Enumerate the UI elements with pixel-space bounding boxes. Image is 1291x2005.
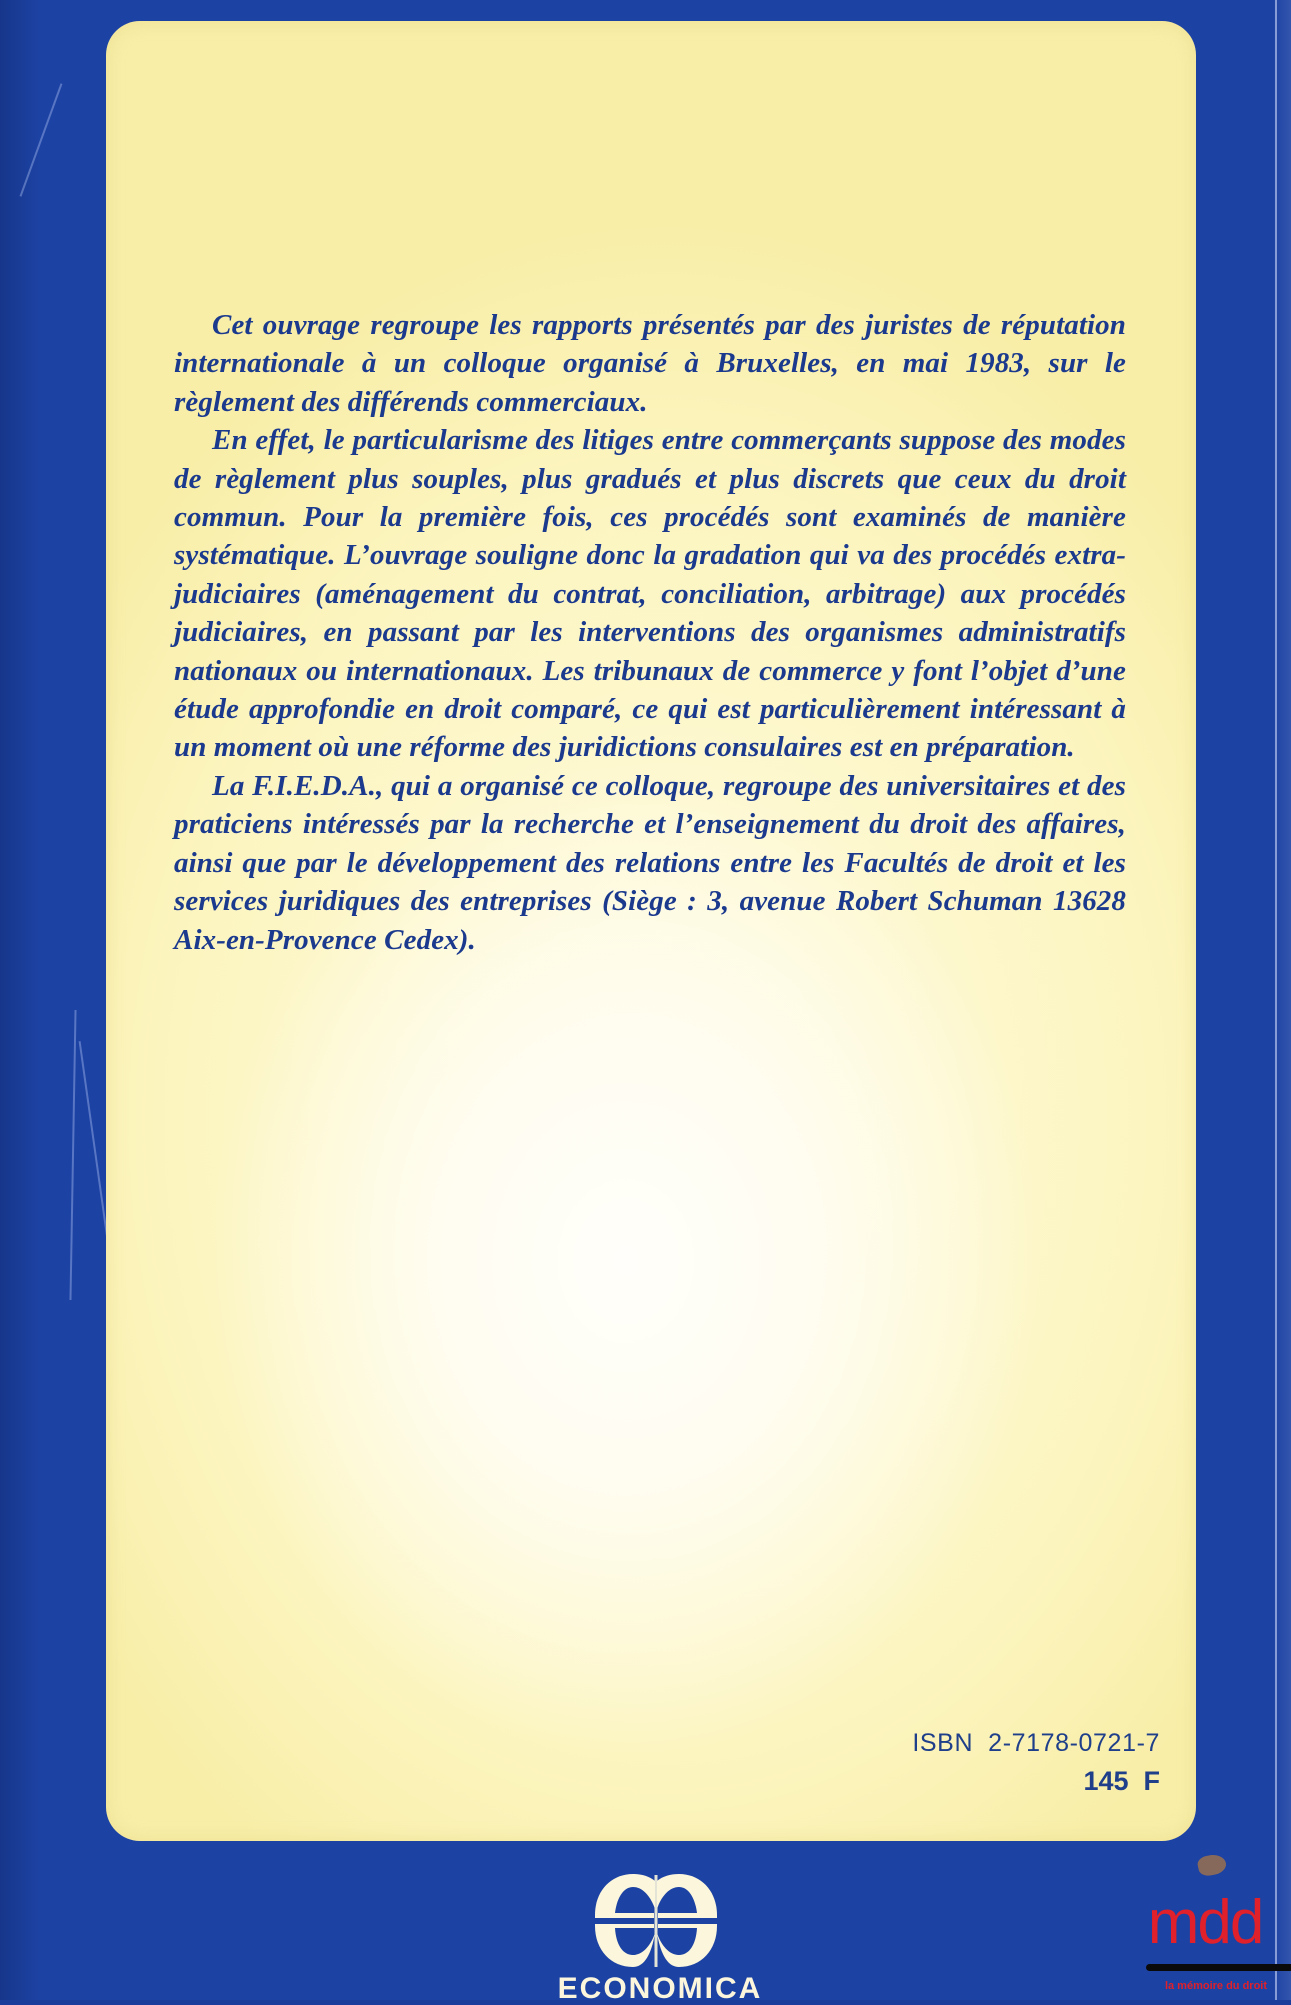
mdd-underline-bar	[1146, 1964, 1291, 1971]
blurb-paragraph-1: Cet ouvrage regroupe les rapports présentés par des juristes de réputation internationale à un colloque organisé à Bruxelles, en mai 1983, sur le règlement des différends commerciaux.	[174, 309, 1126, 418]
blurb-text	[174, 306, 1126, 959]
cover-scratch	[69, 1010, 76, 1300]
cover-scratch	[20, 83, 63, 196]
blurb-paragraph-3: La F.I.E.D.A., qui a organisé ce colloque, regroupe des universitaires et des praticiens intéressés par la recherche et l’enseignement du droit des affaires, ainsi que par le développement des relations entre les Facultés de droit et les services juridiques des entreprises (Siège : 3, avenue Robert Schuman 13628 Aix-en-Provence Cedex).	[174, 769, 1126, 956]
economica-double-e-logo-icon	[593, 1873, 719, 1968]
blurb-paragraph-2: En effet, le particularisme des litiges entre commerçants suppose des modes de règlement plus souples, plus gradués et plus discrets que ceux du droit commun. Pour la première fois, ces procédés sont examinés de manière systématique. L’ouvrage souligne donc la gradation qui va des procédés extra-judiciaires (aménagement du contrat, conciliation, arbitrage) aux procédés judiciaires, en passant par les interventions des organismes administratifs nationaux ou internationaux. Les tribunaux de commerce y font l’objet d’une étude approfondie en droit comparé, ce qui est particulièrement intéressant à un moment où une réforme des juridictions consulaires est en préparation.	[174, 424, 1126, 764]
publisher-name: ECONOMICA	[557, 1972, 763, 2005]
isbn-number: ISBN 2-7178-0721-7	[912, 1729, 1160, 1757]
price-label: 145 F	[1083, 1766, 1160, 1796]
spine-edge	[1275, 0, 1277, 2000]
mdd-watermark	[1130, 1888, 1290, 2000]
mdd-tagline: la mémoire du droit	[1164, 1980, 1268, 1992]
mdd-logo-mark: mdd	[1147, 1888, 1263, 1957]
cover-stain	[1196, 1852, 1228, 1877]
